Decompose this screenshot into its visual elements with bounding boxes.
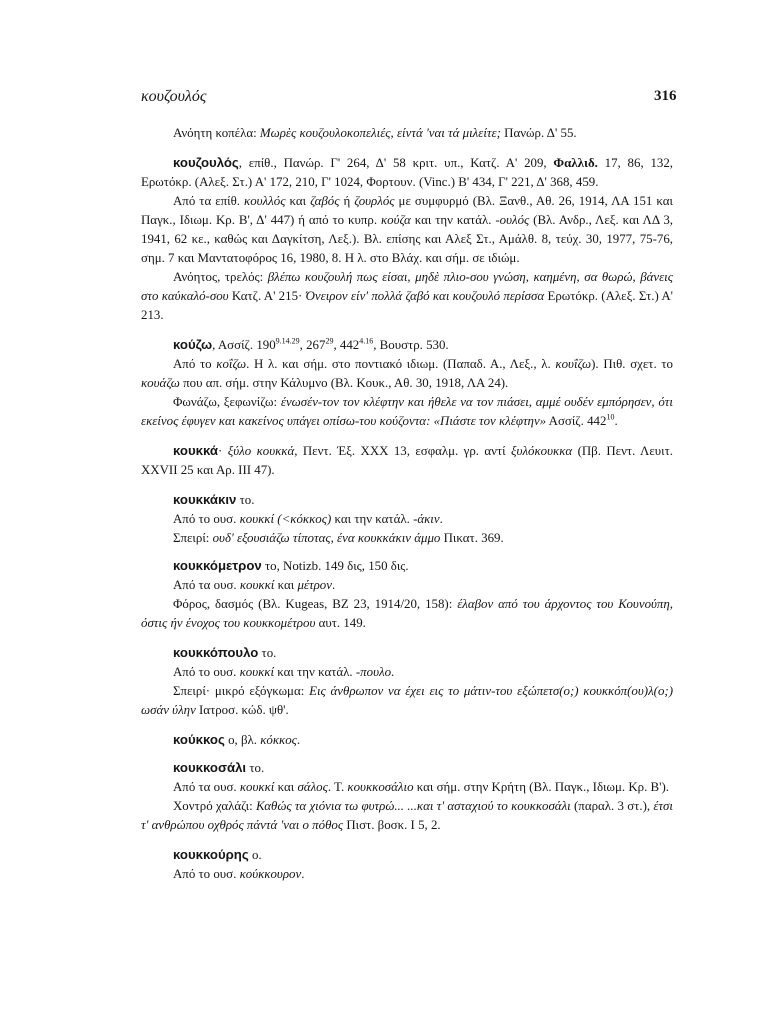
headword: κουζουλός xyxy=(173,155,239,170)
page-body xyxy=(141,124,673,884)
entry-text: , 267 xyxy=(299,338,326,352)
superscript: 29 xyxy=(325,336,334,346)
entry-head xyxy=(141,556,673,576)
quotation: Μωρὲς κουζουλοκοπελιές, είντά 'ναι τά μιλείτε; xyxy=(259,126,501,140)
entry-text: αυτ. 149. xyxy=(315,616,366,630)
italic-term: ξύλο κουκκά xyxy=(227,444,295,458)
italic-term: κούκκουρον xyxy=(239,867,302,881)
entry-koukkos xyxy=(141,730,673,750)
entry-text: Σπειρί· μικρό εξόγκωμα: xyxy=(173,684,310,698)
quotation: έτσι τ' ανθρώπου οχθρός πάντά 'ναι ο πόθος xyxy=(141,799,673,832)
entry-kouzo xyxy=(141,335,673,431)
entry-text: Από τα επίθ. xyxy=(173,194,245,208)
references: , επίθ., Πανώρ. Γ' 264, Δ' 58 κριτ. υπ., Κατζ. Α' 209, xyxy=(238,156,554,170)
entry-text: Από το xyxy=(173,357,217,371)
headword: κουκκόμετρον xyxy=(173,558,262,573)
italic-term: κούζα xyxy=(381,213,411,227)
headword: κουκκόπουλο xyxy=(173,645,259,660)
entry-text: , 442 xyxy=(333,338,360,352)
entry-koukkakin xyxy=(141,490,673,548)
entry-text: Φόρος, δασμός (Βλ. Kugeas, BZ 23, 1914/20, 158): xyxy=(173,597,458,611)
entry-koukkometron xyxy=(141,556,673,633)
entry-text: Ασσίζ. 442 xyxy=(546,414,607,428)
etymology xyxy=(141,510,673,529)
entry-text: (Πβ. Πεντ. Λευιτ. XXVII 25 και Αρ. III 47). xyxy=(141,444,673,477)
entry-text: (Βλ. Ανδρ., Λεξ. και ΛΔ 3, 1941, 62 κε., καθώς και Δαγκίτση, Λεξ.). Βλ. επίσης και Αλεξ Στ., Αμάλθ. 8, τεύχ. 30, 1977, 75-76, σημ. 7 και Μαντατοφόρος 16, 1980, 8. Η λ. στο Βλάχ. και σήμ. σε ιδιώμ. xyxy=(141,213,673,265)
quotation: ένωσέν-τον τον κλέφτην και ήθελε να τον πιάσει, αμμέ ουδέν εμπόρησεν, ότι εκείνος έφυγεν και κακείνος υπάγει οπίσω-του κούζοντα: «Πιάστε τον κλέφτην» xyxy=(141,395,673,428)
entry-text: . xyxy=(614,414,618,428)
sense xyxy=(141,268,673,325)
italic-term: κουκκί xyxy=(239,780,275,794)
italic-term: κουΐζω xyxy=(555,357,592,371)
entry-head xyxy=(141,758,673,778)
entry-text: και την κατάλ. xyxy=(274,665,356,679)
entry-head xyxy=(141,643,673,663)
citation: Πανώρ. Δ' 55. xyxy=(500,126,577,140)
sense xyxy=(141,393,673,431)
italic-term: κουκκί (<κόκκος) xyxy=(239,512,332,526)
sense xyxy=(141,797,673,835)
entry-text: Χοντρό χαλάζι: xyxy=(173,799,256,813)
entry-text: Από τα ουσ. xyxy=(173,780,240,794)
etymology xyxy=(141,778,673,797)
etymology xyxy=(141,663,673,682)
entry-text: . xyxy=(439,512,443,526)
continuation-paragraph xyxy=(141,124,673,143)
sense xyxy=(141,682,673,720)
italic-term: κουλλός xyxy=(244,194,286,208)
entry-text: και xyxy=(274,578,298,592)
entry-text: Από το ουσ. xyxy=(173,867,240,881)
entry-text: Ανόητος, τρελός: xyxy=(173,270,268,284)
entry-text: . xyxy=(391,665,395,679)
entry-text: Πικατ. 369. xyxy=(440,531,504,545)
italic-term: κουκκοσάλιο xyxy=(347,780,414,794)
entry-text: με συμφυρμό (Βλ. Ξανθ., Αθ. 26, 1914, ΛΑ 151 και Παγκ., Ιδιωμ. Κρ. Β', Δ' 447) ή από το κυπρ. xyxy=(141,194,674,227)
entry-koukka xyxy=(141,441,673,480)
entry-text: . xyxy=(301,867,305,881)
sense xyxy=(141,529,673,548)
italic-term: κουάζω xyxy=(141,376,180,390)
italic-term: κουκκί xyxy=(239,665,275,679)
headword: κουκκούρης xyxy=(173,847,249,862)
superscript: 9.14.29 xyxy=(275,336,300,346)
entry-kouzoulos xyxy=(141,153,673,325)
entry-text: και xyxy=(274,780,298,794)
italic-term: -άκιν xyxy=(413,512,440,526)
entry-text: ο, βλ. xyxy=(224,733,261,747)
italic-term: ζουρλός xyxy=(354,194,395,208)
italic-term: κόκκος xyxy=(260,733,297,747)
entry-koukkourgis xyxy=(141,845,673,884)
entry-text: (παραλ. 3 στ.), xyxy=(570,799,654,813)
entry-text: και την κατάλ. xyxy=(331,512,414,526)
entry-text: και σήμ. στην Κρήτη (Βλ. Παγκ., Ιδιωμ. Κρ. Β'). xyxy=(413,780,669,794)
entry-text: Από το ουσ. xyxy=(173,512,240,526)
italic-term: ζαβός xyxy=(310,194,340,208)
etymology xyxy=(141,192,673,268)
entry-text: ή xyxy=(339,194,355,208)
reference-bold: Φαλλιδ. xyxy=(553,156,598,170)
entry-text: Ερωτόκρ. (Αλεξ. Στ.) Α' 213. xyxy=(141,289,673,322)
quotation: ουδ' εξουσιάζω τίποτας, ένα κουκκάκιν άμμο xyxy=(212,531,441,545)
entry-text: Ιατροσ. κώδ. ψθ'. xyxy=(195,703,289,717)
entry-text: που απ. σήμ. στην Κάλυμνο (Βλ. Κουκ., Αθ. 30, 1918, ΛΑ 24). xyxy=(179,376,509,390)
entry-text: το, Notizb. 149 δις, 150 δις. xyxy=(261,559,409,573)
etymology xyxy=(141,355,673,393)
italic-term: μέτρον xyxy=(297,578,332,592)
page-number: 316 xyxy=(654,88,677,104)
entry-text: Κατζ. Α' 215· xyxy=(228,289,306,303)
entry-text: , Ασσίζ. 190 xyxy=(212,338,276,352)
italic-term: -ουλός xyxy=(495,213,530,227)
entry-head xyxy=(141,730,673,750)
quotation: έλαβον από του άρχοντος του Κουνούπη, όστις ήν ένοχος του κουκκομέτρου xyxy=(141,597,674,630)
entry-text: Φωνάζω, ξεφωνίζω: xyxy=(173,395,281,409)
entry-text: Σπειρί: xyxy=(173,531,213,545)
entry-head xyxy=(141,335,673,355)
entry-text: Από το ουσ. xyxy=(173,665,240,679)
italic-term: -πουλο xyxy=(355,665,392,679)
entry-koukkosali xyxy=(141,758,673,835)
entry-text: και την κατάλ. xyxy=(410,213,496,227)
entry-head xyxy=(141,153,673,192)
entry-text: , Βουστρ. 530. xyxy=(373,338,449,352)
etymology xyxy=(141,576,673,595)
entry-text: ). Πιθ. σχετ. το xyxy=(591,357,673,371)
entry-text: το. xyxy=(258,646,277,660)
etymology xyxy=(141,865,673,884)
headword: κουκκάκιν xyxy=(173,492,237,507)
italic-term: κουκκί xyxy=(239,578,275,592)
headword: κουκκοσάλι xyxy=(173,760,247,775)
references: 17, 86, 132, Ερωτόκρ. (Αλεξ. Στ.) Α' 172, 210, Γ' 1024, Φορτουν. (Vinc.) Β' 434, Γ' 221, Δ' 368, 459. xyxy=(141,156,674,189)
entry-text: . Τ. xyxy=(327,780,348,794)
entry-head xyxy=(141,845,673,865)
entry-head xyxy=(141,441,673,480)
sense xyxy=(141,595,673,633)
sense-text: Ανόητη κοπέλα: xyxy=(173,126,260,140)
running-head: κουζουλός xyxy=(141,88,207,105)
quotation: Καθώς τα χιόνια τω φυτρώ... ...και τ' ασταχιού το κουκκοσάλι xyxy=(256,799,571,813)
entry-text: , Πεντ. Έξ. XXX 13, εσφαλμ. γρ. αντί xyxy=(294,444,512,458)
entry-koukkopoulo xyxy=(141,643,673,720)
superscript: 4.16 xyxy=(359,336,374,346)
entry-text: . xyxy=(331,578,336,592)
entry-head xyxy=(141,490,673,510)
headword: κουκκά xyxy=(173,443,219,458)
entry-text: . xyxy=(296,733,301,747)
italic-term: ξυλόκουκκα xyxy=(511,444,573,458)
entry-text: το. xyxy=(236,493,255,507)
entry-text: το. xyxy=(246,761,265,775)
italic-term: κοΐζω xyxy=(216,357,247,371)
headword: κούκκος xyxy=(173,732,225,747)
italic-term: σάλος xyxy=(297,780,328,794)
entry-text: ο. xyxy=(248,848,262,862)
headword: κούζω xyxy=(173,337,213,352)
entry-text: . Η λ. και σήμ. στο ποντιακό ιδιωμ. (Παπαδ. Α., Λεξ., λ. xyxy=(246,357,556,371)
superscript: 10 xyxy=(606,412,615,422)
entry-text: και xyxy=(285,194,311,208)
quotation: Εις άνθρωπον να έχει εις το μάτιν-του εξώπετσ(ο;) κουκκόπ(ου)λ(ο;) ωσάν ύλην xyxy=(141,684,673,717)
quotation: βλέπω κουζουλή πως είσαι, μηδὲ πλιο-σου γνώση, καημένη, σα θωρώ, βάνεις στο καύκαλό-σου xyxy=(141,270,673,303)
quotation: Όνειρον είν' πολλά ζαβό και κουζουλό περίσσα xyxy=(305,289,545,303)
entry-text: Από τα ουσ. xyxy=(173,578,240,592)
entry-text: · xyxy=(218,444,223,458)
entry-text: Πιστ. βοσκ. I 5, 2. xyxy=(343,818,441,832)
